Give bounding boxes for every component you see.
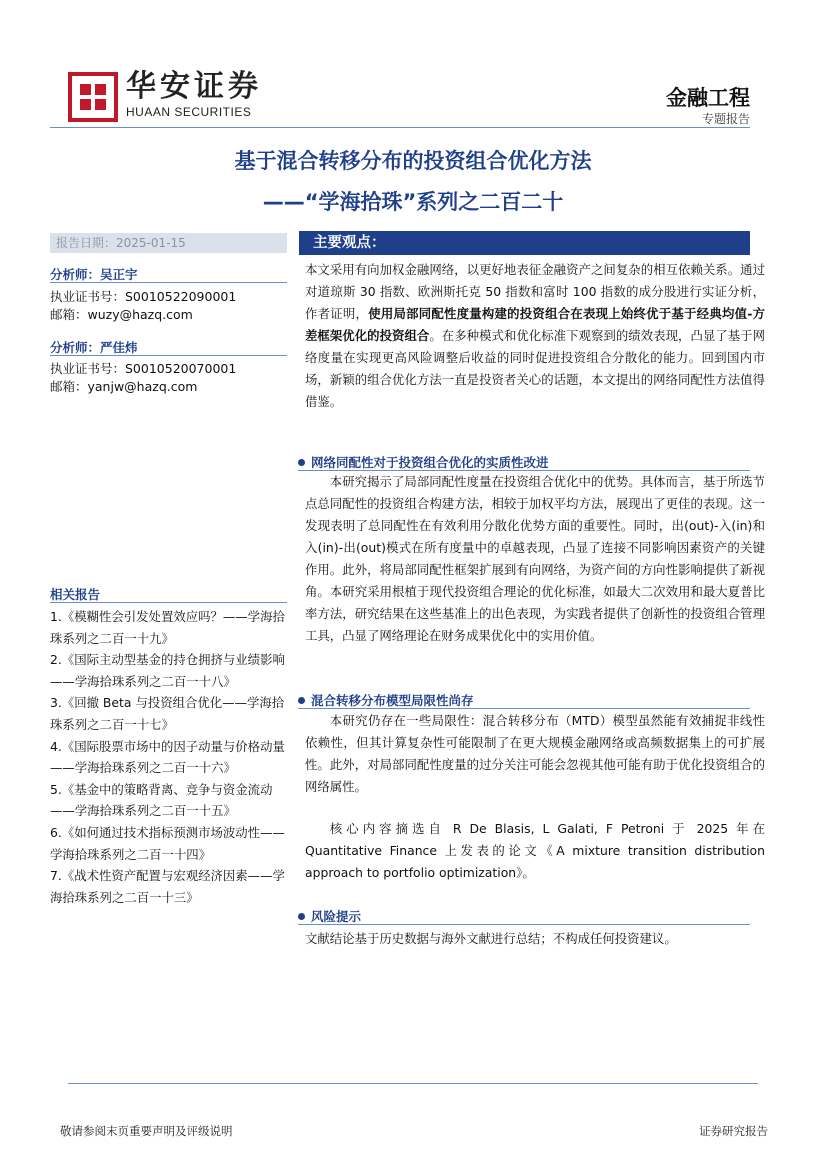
section-heading xyxy=(298,691,474,709)
main-points-heading: 主要观点： xyxy=(299,231,750,255)
footer-disclaimer: 敬请参阅末页重要声明及评级说明 xyxy=(60,1124,233,1138)
section-body: 本研究仍存在一些局限性：混合转移分布（MTD）模型虽然能有效捕捉非线性依赖性，但其计算复杂性可能限制了在更大规模金融网络或高频数据集上的可扩展性。此外，对局部同配性度量的过分关注可能会忽视其他可能有助于优化投资组合的网络属性。 xyxy=(305,713,765,794)
header-divider xyxy=(50,127,750,128)
related-report-item[interactable]: 2.《国际主动型基金的持仓拥挤与业绩影响——学海拾珠系列之二百一十八》 xyxy=(50,652,285,689)
section-heading xyxy=(298,453,549,471)
footer-divider xyxy=(68,1083,758,1084)
related-reports-list xyxy=(50,606,295,908)
section-heading xyxy=(298,907,361,925)
report-type-label: 专题报告 xyxy=(701,112,750,126)
bullet-icon xyxy=(298,697,305,704)
analyst-divider xyxy=(50,355,287,356)
risk-warning-text: 文献结论基于历史数据与海外文献进行总结；不构成任何投资建议。 xyxy=(305,931,677,946)
analyst-name: 分析师：吴正宇 xyxy=(50,267,138,282)
related-reports-title: 相关报告 xyxy=(50,587,101,602)
logo-text-cn: 华安证券 xyxy=(126,69,262,104)
related-report-item[interactable]: 6.《如何通过技术指标预测市场波动性——学海拾珠系列之二百一十四》 xyxy=(50,824,285,862)
logo-text-en: HUAAN SECURITIES xyxy=(126,105,252,119)
analyst-email[interactable]: 邮箱：yanjw@hazq.com xyxy=(50,379,198,394)
intro-text: 。在多种模式和优化标准下观察到的绩效表现，凸显了基于网络度量在实现更高风险调整后收益的同时促进投资组合分散化的能力。回到国内市场，新颖的组合优化方法一直是投资者关心的话题，本文提出的网络同配性方法值得借鉴。 xyxy=(305,328,766,409)
source-note: 核心内容摘选自 R De Blasis, L Galati, F Petroni 于 2025 年在 Quantitative Finance 上发表的论文《A mixture transition distribution approach to portfolio optimization》。 xyxy=(305,821,765,880)
section-divider xyxy=(298,924,750,925)
report-subtitle: ——“学海拾珠”系列之二百二十 xyxy=(262,190,564,214)
section-heading-text: 混合转移分布模型局限性尚存 xyxy=(311,693,474,708)
section-heading-text: 网络同配性对于投资组合优化的实质性改进 xyxy=(311,455,549,470)
analyst-name: 分析师：严佳炜 xyxy=(50,340,138,355)
related-report-item[interactable]: 7.《战术性资产配置与宏观经济因素——学海拾珠系列之二百一十三》 xyxy=(50,868,285,905)
section-body: 本研究揭示了局部同配性度量在投资组合优化中的优势。具体而言，基于所选节点总同配性的投资组合构建方法，相较于加权平均方法，展现出了更佳的表现。这一发现表明了总同配性在有效利用分散化优势方面的重要性。同时，出(out)-入(in)和入(in)-出(out)模式在所有度量中的卓越表现，凸显了连接不同影响因素资产的关键作用。此外，将局部同配性框架扩展到有向网络，为资产间的方向性影响提供了新视角。本研究采用根植于现代投资组合理论的优化标准，如最大二次效用和最大夏普比率方法，研究结果在这些基准上的出色表现，为实践者提供了创新性的投资组合管理工具，凸显了网络理论在财务成果优化中的实用价值。 xyxy=(305,474,765,643)
section-heading-text: 风险提示 xyxy=(311,909,362,924)
report-date: 报告日期：2025-01-15 xyxy=(50,233,287,253)
analyst-license: 执业证书号：S0010522090001 xyxy=(50,289,237,304)
analyst-divider xyxy=(50,282,287,283)
footer-label: 证券研究报告 xyxy=(699,1124,768,1138)
related-report-item[interactable]: 1.《模糊性会引发处置效应吗？——学海拾珠系列之二百一十九》 xyxy=(50,609,285,646)
intro-text: 本文采用有向加权金融网络，以更好地表征金融资产之间复杂的相互依赖关系。通过对道琼斯 30 指数、欧洲斯托克 50 指数和富时 100 指数的成分股进行实证分析，作者证明， xyxy=(305,262,765,321)
bullet-icon xyxy=(298,459,305,466)
related-report-item[interactable]: 5.《基金中的策略背离、竞争与资金流动——学海拾珠系列之二百一十五》 xyxy=(50,781,273,819)
analyst-license: 执业证书号：S0010520070001 xyxy=(50,361,237,376)
related-report-item[interactable]: 4.《国际股票市场中的因子动量与价格动量——学海拾珠系列之二百一十六》 xyxy=(50,738,285,776)
logo-mark xyxy=(68,72,118,122)
section-label: 金融工程 xyxy=(666,86,750,110)
related-report-item[interactable]: 3.《回撤 Beta 与投资组合优化——学海拾珠系列之二百一十七》 xyxy=(50,695,285,732)
intro-key-finding: 使用局部同配性度量构建的投资组合在表现上始终优于基于经典均值-方差框架优化的投资组合 xyxy=(305,306,766,343)
bullet-icon xyxy=(298,913,305,920)
report-title: 基于混合转移分布的投资组合优化方法 xyxy=(234,149,592,173)
analyst-email[interactable]: 邮箱：wuzy@hazq.com xyxy=(50,307,193,322)
intro-paragraph xyxy=(305,259,765,413)
related-reports-divider xyxy=(50,602,287,603)
section-divider xyxy=(298,708,750,709)
